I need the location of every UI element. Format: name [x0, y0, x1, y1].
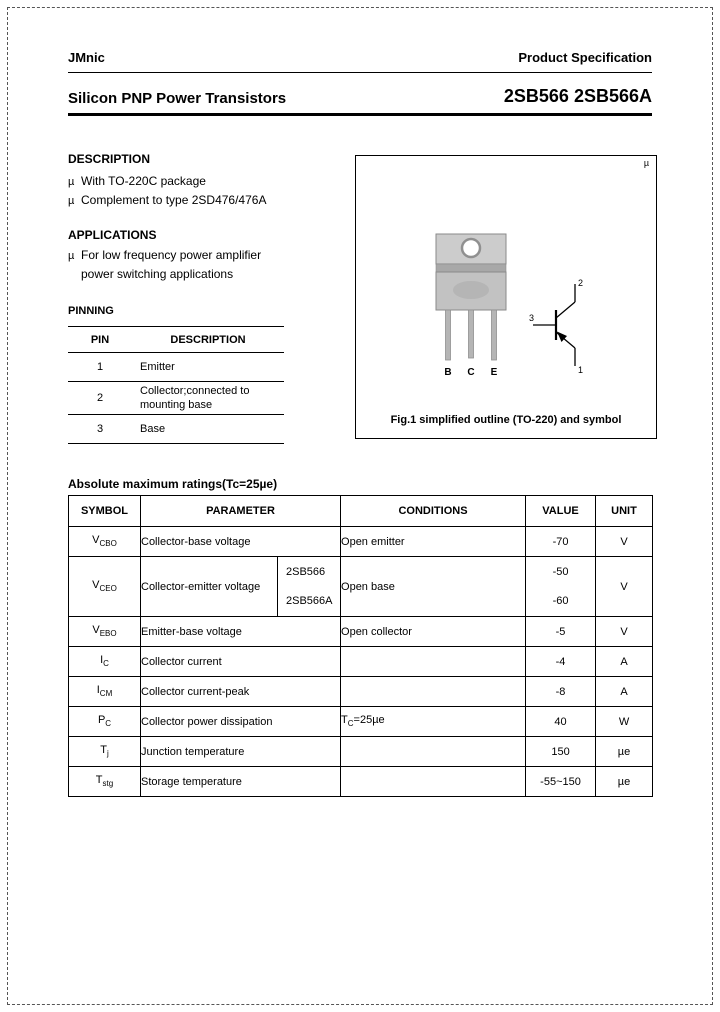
package-pin-label-b: B — [444, 367, 452, 378]
part-numbers: 2SB566 2SB566A — [503, 86, 652, 106]
description-item-text: Complement to type 2SD476/476A — [81, 193, 267, 207]
symbol-cell — [69, 647, 141, 677]
pnp-symbol-figure — [528, 276, 598, 381]
symbol-base: I — [96, 684, 100, 697]
value-cell: -70 — [526, 527, 596, 557]
symbol-cell — [69, 707, 141, 737]
description-item-text: With TO-220C package — [81, 174, 206, 188]
symbol-sub: C — [103, 659, 109, 669]
title-rule — [68, 113, 652, 116]
symbol-pin-emitter: 1 — [578, 365, 584, 375]
bullet-icon: µ — [68, 250, 75, 262]
symbol-base: T — [95, 774, 103, 787]
ratings-row-ic — [69, 647, 653, 677]
symbol-sub: j — [106, 749, 109, 759]
parameter-cell: Junction temperature — [141, 737, 341, 767]
symbol-cell — [69, 677, 141, 707]
symbol-base: V — [92, 579, 100, 592]
symbol-base: T — [100, 744, 107, 757]
value-variant: -60 — [552, 595, 569, 608]
description-heading: DESCRIPTION — [68, 152, 151, 166]
symbol-base: V — [92, 534, 100, 547]
description-column-header: DESCRIPTION — [170, 333, 246, 346]
pnp-transistor-symbol — [528, 276, 598, 376]
symbol-cell — [69, 557, 141, 617]
pin-table — [68, 326, 284, 444]
conditions-cell: Open collector — [341, 617, 526, 647]
unit-cell: V — [596, 557, 653, 617]
symbol-sub: C — [105, 719, 112, 729]
pinning-heading: PINNING — [68, 305, 114, 317]
parameter-cell: Collector-base voltage — [141, 527, 341, 557]
symbol-sub: CEO — [99, 584, 117, 594]
type-variants-cell — [278, 557, 341, 617]
pin-table-header — [68, 326, 284, 353]
pin-description — [132, 384, 284, 412]
figure-corner-mark: µ — [643, 158, 649, 168]
unit-cell: µe — [596, 737, 653, 767]
unit-cell: A — [596, 677, 653, 707]
col-header-value: VALUE — [526, 496, 596, 527]
symbol-sub: EBO — [99, 629, 117, 639]
pin-number: 3 — [96, 423, 104, 435]
conditions-cell — [341, 707, 526, 737]
value-cell: 40 — [526, 707, 596, 737]
conditions-cell — [341, 767, 526, 797]
mounting-hole — [462, 239, 480, 257]
pin-description-line: Collector;connected to — [140, 385, 250, 397]
figure-caption: Fig.1 simplified outline (TO-220) and symbol — [390, 414, 622, 426]
lead-collector — [469, 310, 474, 358]
applications-item-continued: power switching applications — [81, 267, 234, 281]
type-variant: 2SB566 — [286, 565, 326, 578]
pin-description-line: mounting base — [140, 399, 213, 411]
col-header-symbol: SYMBOL — [69, 496, 141, 527]
symbol-base: V — [92, 624, 100, 637]
brand: JMnic — [68, 50, 105, 65]
bullet-icon: µ — [68, 176, 75, 188]
parameter-cell: Emitter-base voltage — [141, 617, 341, 647]
unit-cell: V — [596, 617, 653, 647]
to220-package-drawing — [416, 232, 526, 382]
symbol-sub: CBO — [99, 539, 117, 549]
pin-description: Base — [140, 423, 166, 435]
col-header-unit: UNIT — [596, 496, 653, 527]
value-cell — [526, 557, 596, 617]
ratings-row-vcbo — [69, 527, 653, 557]
col-header-conditions: CONDITIONS — [341, 496, 526, 527]
unit-cell: W — [596, 707, 653, 737]
lead-base — [446, 310, 451, 360]
lead-emitter — [492, 310, 497, 360]
description-item — [68, 172, 206, 192]
conditions-post: =25µe — [353, 714, 385, 727]
symbol-pin-base: 3 — [529, 313, 535, 323]
ratings-row-icm — [69, 677, 653, 707]
package-pin-label-c: C — [467, 367, 475, 378]
pin-row — [68, 415, 284, 444]
symbol-sub: CM — [99, 689, 113, 699]
parameter-cell: Collector-emitter voltage — [141, 557, 278, 617]
symbol-pin-collector: 2 — [578, 278, 584, 288]
ratings-row-pc — [69, 707, 653, 737]
value-cell: 150 — [526, 737, 596, 767]
ratings-row-tstg — [69, 767, 653, 797]
conditions-cell — [341, 647, 526, 677]
pin-row — [68, 353, 284, 382]
value-cell: -8 — [526, 677, 596, 707]
unit-cell: A — [596, 647, 653, 677]
conditions-cell: Open base — [341, 557, 526, 617]
ratings-row-vceo — [69, 557, 653, 617]
parameter-cell: Collector current-peak — [141, 677, 341, 707]
value-cell: -55~150 — [526, 767, 596, 797]
symbol-base: P — [97, 714, 106, 727]
pin-number: 1 — [96, 361, 104, 373]
value-cell: -4 — [526, 647, 596, 677]
page-title: Silicon PNP Power Transistors — [68, 90, 287, 107]
pin-number: 2 — [96, 392, 104, 404]
value-variant: -50 — [552, 565, 569, 578]
symbol-cell — [69, 767, 141, 797]
header-rule — [68, 72, 652, 73]
ratings-table — [68, 495, 653, 797]
unit-cell: V — [596, 527, 653, 557]
pin-row — [68, 382, 284, 415]
type-variant: 2SB566A — [286, 595, 333, 608]
ratings-heading: Absolute maximum ratings(Tc=25µe) — [68, 477, 278, 491]
conditions-cell — [341, 737, 526, 767]
parameter-cell: Collector power dissipation — [141, 707, 341, 737]
pin-column-header: PIN — [90, 333, 110, 346]
symbol-cell — [69, 737, 141, 767]
pin-description: Emitter — [140, 361, 175, 373]
bullet-icon: µ — [68, 195, 75, 207]
parameter-cell: Storage temperature — [141, 767, 341, 797]
applications-item-text: For low frequency power amplifier — [81, 248, 262, 262]
conditions-cell — [341, 677, 526, 707]
parameter-cell: Collector current — [141, 647, 341, 677]
figure-box — [355, 155, 657, 439]
conditions-sub: C — [347, 719, 354, 729]
product-spec-label: Product Specification — [518, 50, 652, 65]
conditions-pre: T — [341, 714, 348, 727]
unit-cell: µe — [596, 767, 653, 797]
col-header-parameter: PARAMETER — [141, 496, 341, 527]
to220-package-figure — [416, 232, 526, 387]
ratings-row-tj — [69, 737, 653, 767]
conditions-cell: Open emitter — [341, 527, 526, 557]
ratings-row-vebo — [69, 617, 653, 647]
symbol-base: I — [100, 654, 104, 667]
description-item — [68, 191, 266, 211]
ratings-header-row — [69, 496, 653, 527]
value-cell: -5 — [526, 617, 596, 647]
package-pin-label-e: E — [490, 367, 498, 378]
symbol-cell — [69, 527, 141, 557]
applications-item — [68, 246, 261, 266]
applications-heading: APPLICATIONS — [68, 228, 157, 242]
symbol-cell — [69, 617, 141, 647]
symbol-sub: stg — [102, 779, 114, 789]
